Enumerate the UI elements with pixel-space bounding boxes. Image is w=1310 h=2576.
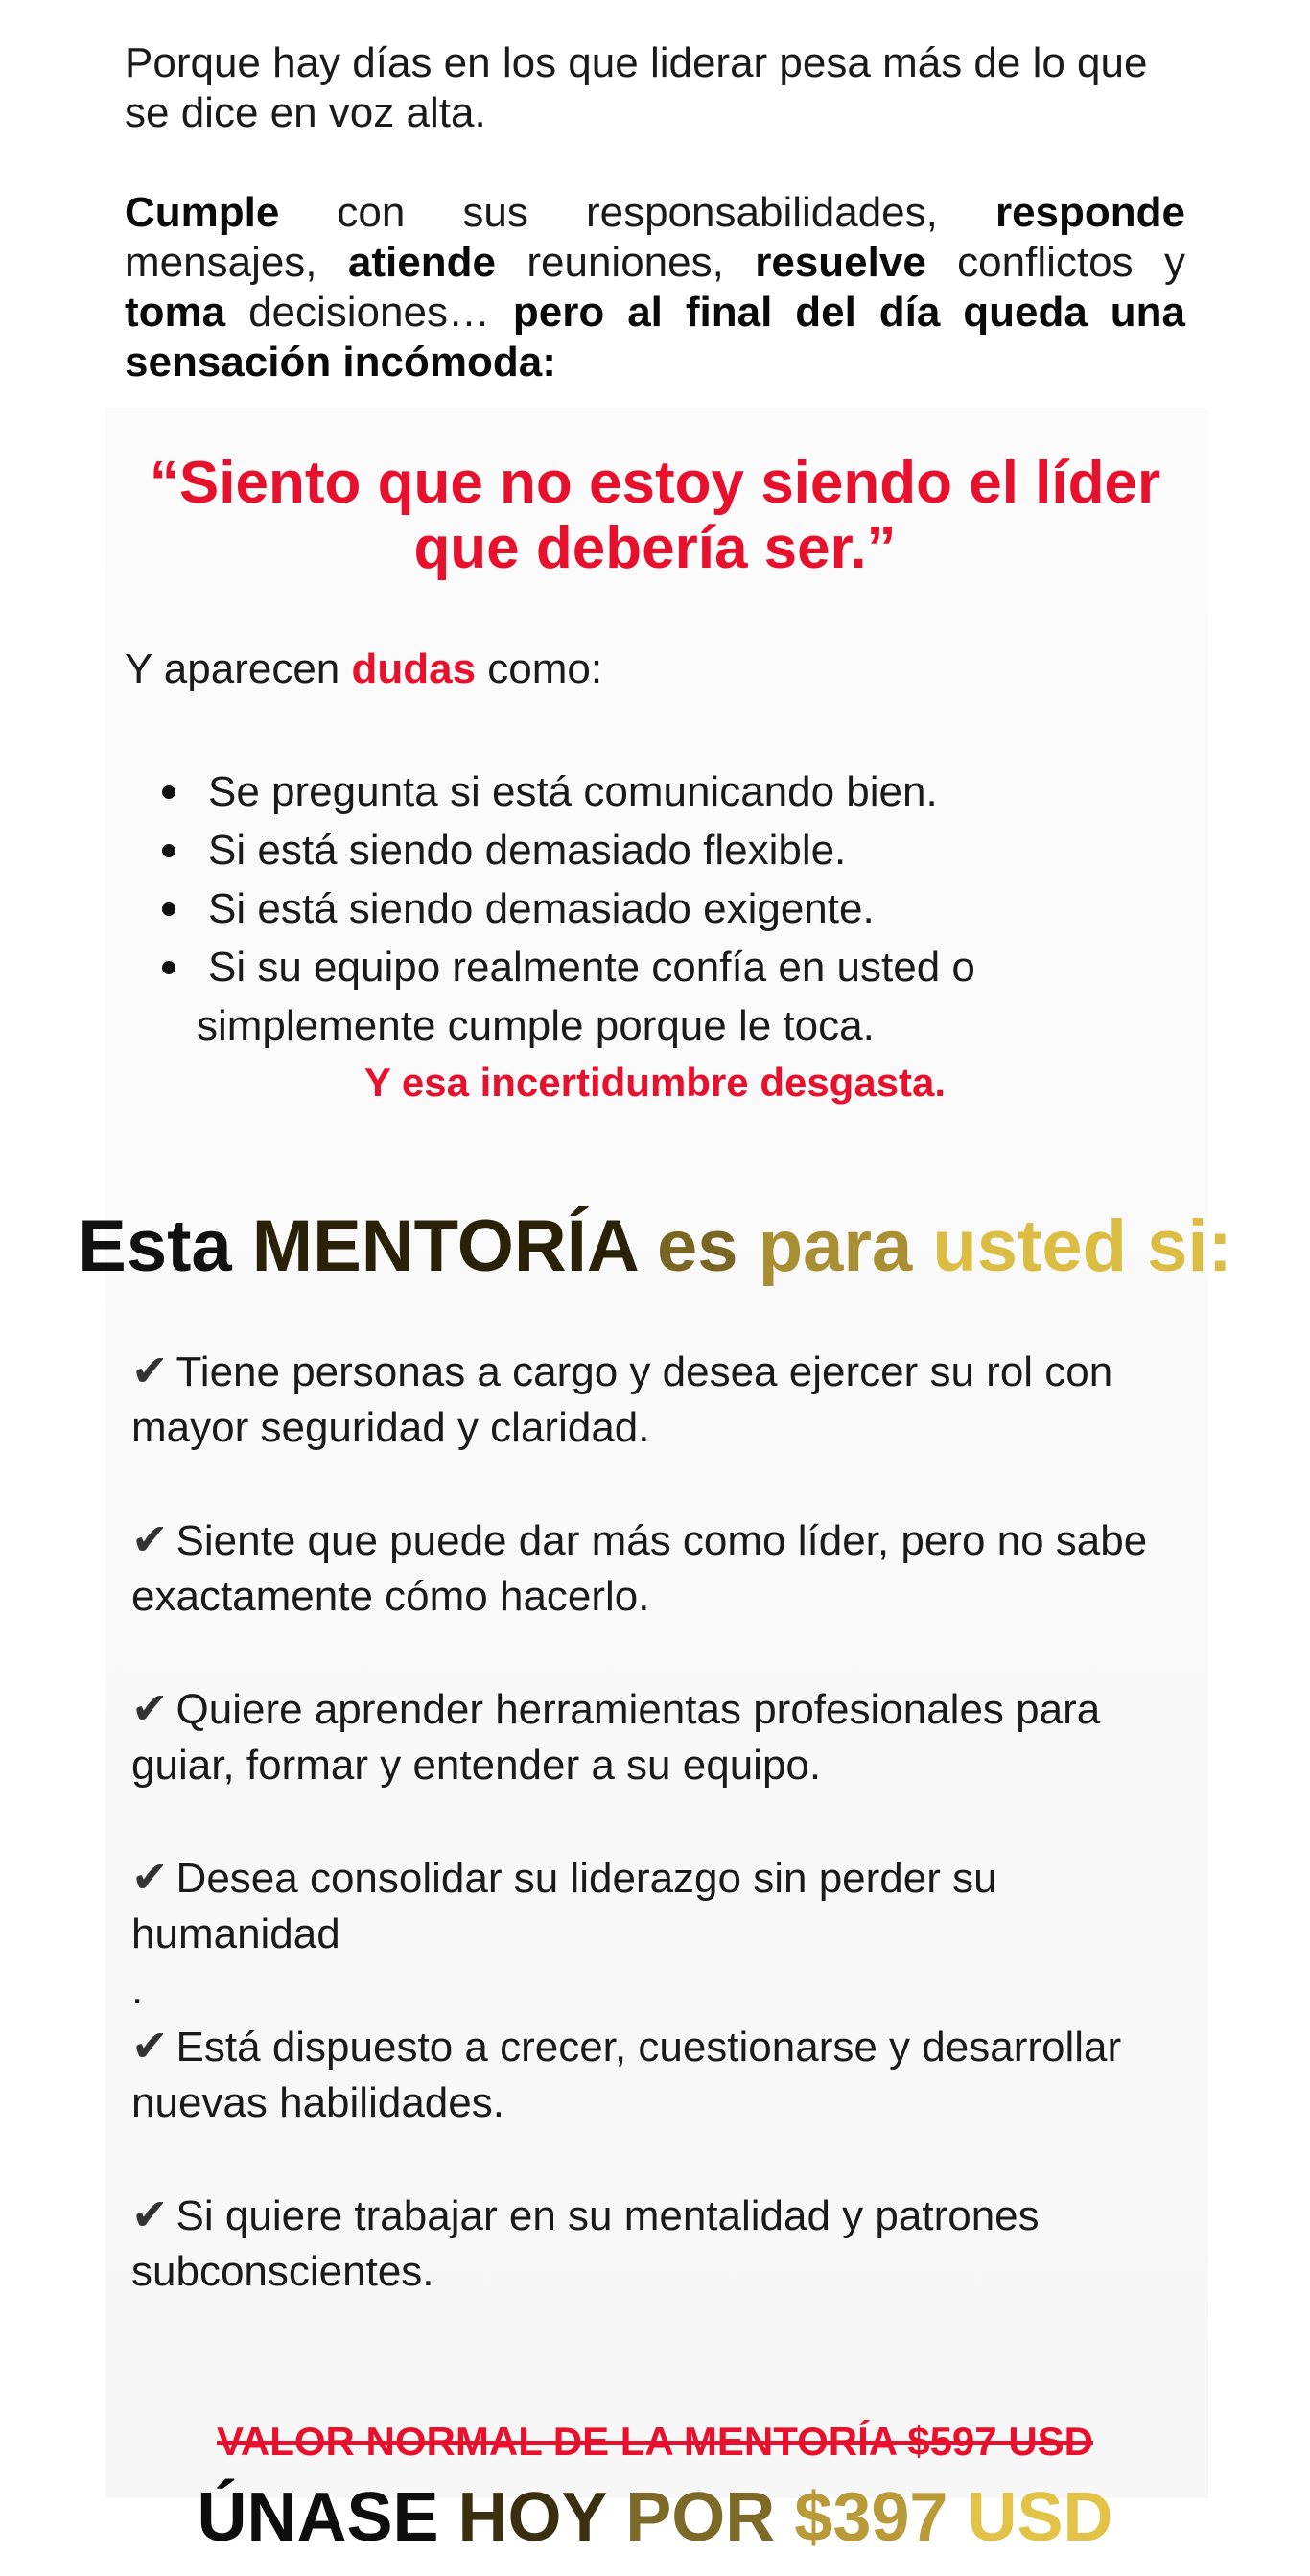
original-price: VALOR NORMAL DE LA MENTORÍA $597 USD bbox=[217, 2419, 1093, 2464]
benefit-text: Quiere aprender herramientas profesionales para guiar, formar y entender a su equipo. bbox=[131, 1686, 1101, 1789]
bold-toma: toma bbox=[125, 289, 226, 336]
heading-word-es: es bbox=[636, 1206, 759, 1287]
doubts-highlight: dudas bbox=[351, 645, 477, 692]
heading-word-mentoria: MENTORÍA bbox=[251, 1206, 637, 1287]
price-word-por: POR bbox=[625, 2479, 795, 2556]
list-item: Si su equipo realmente confía en usted o bbox=[158, 938, 1175, 996]
intro-text-3: reuniones, bbox=[495, 239, 756, 286]
doubts-list bbox=[158, 762, 1175, 1055]
bold-resuelve: resuelve bbox=[755, 239, 926, 286]
check-icon: ✔ bbox=[131, 1683, 169, 1733]
doubts-prefix: Y aparecen bbox=[125, 645, 352, 692]
highlight-quote: “Siento que no estoy siendo el líder que debería ser.” bbox=[149, 450, 1161, 581]
list-item bbox=[131, 2187, 1167, 2300]
list-item bbox=[131, 2018, 1167, 2131]
list-item-continuation: simplemente cumple porque le toca. bbox=[197, 1002, 875, 1049]
benefit-text: Está dispuesto a crecer, cuestionarse y desarrollar nuevas habilidades. bbox=[131, 2024, 1122, 2126]
stray-dot: . bbox=[131, 1966, 144, 2013]
intro-text-2: mensajes, bbox=[125, 239, 348, 286]
list-item: Se pregunta si está comunicando bien. bbox=[158, 762, 1175, 821]
benefit-text: Tiene personas a cargo y desea ejercer su rol con mayor seguridad y claridad. bbox=[131, 1348, 1113, 1451]
intro-paragraph bbox=[125, 188, 1185, 387]
bold-atiende: atiende bbox=[347, 239, 496, 286]
bold-cumple: Cumple bbox=[125, 189, 280, 236]
offer-price bbox=[0, 2474, 1310, 2561]
heading-word-esta: Esta bbox=[78, 1206, 252, 1287]
list-item bbox=[131, 1511, 1167, 1625]
list-item bbox=[131, 1343, 1167, 1456]
doubts-intro bbox=[125, 644, 1185, 694]
intro-text-4: conflictos y bbox=[925, 239, 1185, 286]
check-icon: ✔ bbox=[131, 2190, 169, 2239]
check-icon: ✔ bbox=[131, 1346, 169, 1395]
price-word-hoy: HOY bbox=[457, 2479, 626, 2556]
bold-responde: responde bbox=[994, 189, 1185, 236]
intro-text-5: decisiones… bbox=[225, 289, 513, 336]
mentoria-heading bbox=[0, 1204, 1310, 1290]
closing-statement: Y esa incertidumbre desgasta. bbox=[363, 1060, 947, 1105]
heading-word-para: para bbox=[758, 1206, 933, 1287]
check-icon: ✔ bbox=[131, 1852, 169, 1902]
benefit-text: Si quiere trabajar en su mentalidad y patrones subconscientes. bbox=[131, 2192, 1040, 2295]
intro-section bbox=[125, 38, 1185, 387]
intro-line: Porque hay días en los que liderar pesa más de lo que se dice en voz alta. bbox=[125, 39, 1148, 136]
heading-word-usted: usted si: bbox=[932, 1206, 1232, 1287]
list-item: Si está siendo demasiado exigente. bbox=[158, 879, 1175, 938]
list-item: Si está siendo demasiado flexible. bbox=[158, 821, 1175, 879]
price-word-unase: ÚNASE bbox=[197, 2479, 458, 2556]
benefit-text: Desea consolidar su liderazgo sin perder su humanidad bbox=[131, 1855, 997, 1957]
intro-text-1: con sus responsabilidades, bbox=[279, 189, 995, 236]
doubts-suffix: como: bbox=[476, 645, 603, 692]
bold-final: pero al final del día queda una sensación incómoda: bbox=[125, 289, 1186, 386]
price-currency: USD bbox=[967, 2479, 1113, 2556]
benefits-list bbox=[131, 1343, 1167, 2355]
benefit-text: Siente que puede dar más como líder, pero no sabe exactamente cómo hacerlo. bbox=[131, 1517, 1148, 1620]
price-amount: $397 bbox=[794, 2479, 968, 2556]
list-item bbox=[131, 1849, 1167, 1962]
list-item bbox=[131, 1680, 1167, 1793]
check-icon: ✔ bbox=[131, 1514, 169, 1564]
check-icon: ✔ bbox=[131, 2021, 169, 2071]
